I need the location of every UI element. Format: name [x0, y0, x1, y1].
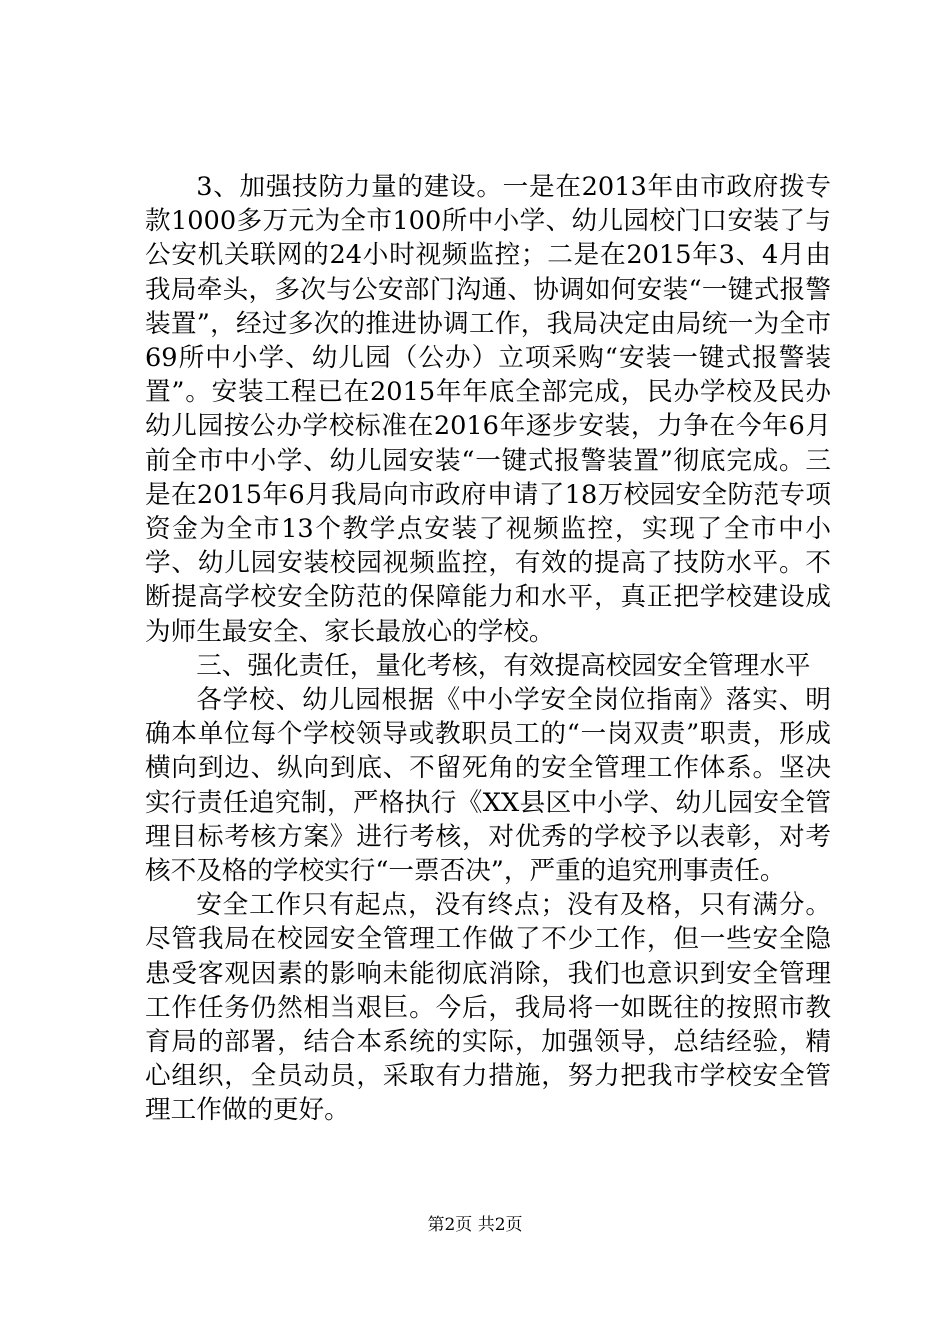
paragraph-responsibility: 各学校、幼儿园根据《中小学安全岗位指南》落实、明确本单位每个学校领导或教职员工的“一岗双责”职责，形成横向到边、纵向到底、不留死角的安全管理工作体系。坚决实行责任追究制，严格执行《XX县区中小学、幼儿园安全管理目标考核方案》进行考核，对优秀的学校予以表彰，对考核不及格的学校实行“一票否决”，严重的追究刑事责任。 — [145, 685, 831, 887]
paragraph-conclusion: 安全工作只有起点，没有终点；没有及格，只有满分。尽管我局在校园安全管理工作做了不少工作，但一些安全隐患受客观因素的影响未能彻底消除，我们也意识到安全管理工作任务仍然相当艰巨。今后，我局将一如既往的按照市教育局的部署，结合本系统的实际，加强领导，总结经验，精心组织，全员动员，采取有力措施，努力把我市学校安全管理工作做的更好。 — [145, 890, 831, 1126]
page-footer: 第2页 共2页 — [427, 1215, 523, 1235]
section-heading: 三、强化责任，量化考核，有效提高校园安全管理水平 — [196, 650, 811, 681]
document-body — [145, 170, 831, 1128]
paragraph-tech-defense: 3、加强技防力量的建设。一是在2013年由市政府拨专款1000多万元为全市100所中小学、幼儿园校门口安装了与公安机关联网的24小时视频监控；二是在2015年3、4月由我局牵头，多次与公安部门沟通、协调如何安装“一键式报警装置”，经过多次的推进协调工作，我局决定由局统一为全市69所中小学、幼儿园（公办）立项采购“安装一键式报警装置”。安装工程已在2015年年底全部完成，民办学校及民办幼儿园按公办学校标准在2016年逐步安装，力争在今年6月前全市中小学、幼儿园安装“一键式报警装置”彻底完成。三是在2015年6月我局向市政府申请了18万校园安全防范专项资金为全市13个教学点安装了视频监控，实现了全市中小学、幼儿园安装校园视频监控，有效的提高了技防水平。不断提高学校安全防范的保障能力和水平，真正把学校建设成为师生最安全、家长最放心的学校。 — [145, 172, 831, 647]
